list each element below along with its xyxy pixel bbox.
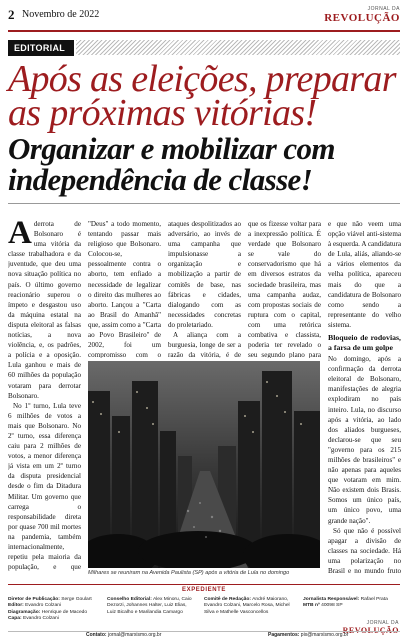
section-hatch-decoration bbox=[76, 40, 400, 55]
expediente-title: EXPEDIENTE bbox=[181, 587, 226, 593]
headline: Após as eleições, preparar as próximas vitórias! bbox=[8, 58, 396, 134]
subheadline: Organizar e mobilizar com independência de classe! bbox=[8, 131, 335, 197]
payment-pix[interactable]: pix@marxismo.org.br bbox=[300, 632, 349, 638]
paragraph: ataques despolitizados ao adversário, ao invés de uma campanha que impulsionasse a organização e mobilização a partir de comitês de base, nas fábricas e cidades, dialogando com as necessidades concretas do proletariado. bbox=[168, 220, 241, 329]
paragraph: No domingo, após a confirmação da derrota eleitoral de Bolsonaro, manifestações de alegria explodiram no país inteiro. Lula, no discurso após a vitória, ao lado dos aliados burgueses, declarou-se que seu "governo para os 215 milhões de brasileiros" e não apenas para aqueles que votaram em mim. Não existem dois Brasis. Somos um único país, um único povo, uma grande nação". bbox=[328, 355, 401, 525]
photo-caption: Milhares se reuniram na Avenida Paulista (SP) após a vitória de Lula no domingo bbox=[88, 570, 290, 576]
paragraph: A aliança com a burguesia, longe de ser a razão da vitória, é de bbox=[168, 331, 241, 358]
payment-line: Pagamentos: pix@marxismo.org.br bbox=[268, 632, 349, 638]
article-column-5 bbox=[328, 219, 401, 575]
article-column-1 bbox=[8, 219, 81, 575]
paragraph: "Deus" a todo momento, tentando passar mais religioso que Bolsonaro. Colocou-se, pessoalmente contra o aborto, tem enfiado a necessidade de legalizar o direito das mulheres ao aborto. Lançou a "Carta ao Brasil do Amanhã" que, assim como a "Carta ao Povo Brasileiro" de 2002, foi um compromisso com o bbox=[88, 220, 161, 358]
expediente-column-1 bbox=[8, 597, 96, 623]
paragraph: Aderrota de Bolsonaro é uma vitória da classe trabalhadora e da juventude, que deu uma nova situação política no país. O último governo reacionário superou o ímpeto e desgastou uso da máquina estatal na disputa eleitoral as falsas notícias, a nova violência, e, os padrões, a polícia e a oposição. Lula ganhou e mais de 60 milhões da população votaram para derrotar Bolsonaro. bbox=[8, 219, 81, 400]
paragraph: e que não veem uma opção viável anti-sistema à esquerda. A candidatura de Lula, aliás, aliando-se a vários elementos da velha política, apareceu mais do que a candidatura de Bolsonaro como sendo a representante do velho sistema. bbox=[328, 220, 401, 329]
masthead-logo: JORNAL DA REVOLUÇÃO bbox=[324, 6, 400, 24]
credit-line: MTB nº 40098 SP bbox=[303, 603, 343, 609]
page-number: 2 bbox=[8, 7, 15, 22]
paragraph: No 1º turno, Lula teve 6 milhões de votos a mais que Bolsonaro. No 2º turno, essa diferença caiu para 2 milhões de votos, a menor diferença já vista em um 2º turno da disputa presidencial desde o fim da Ditadura Militar. Um governo que carrega o responsabilidade direta por quase 700 mil mortes na pandemia, também internacionalmente, repetiu pela maioria da população, e que bbox=[8, 401, 81, 572]
credit-line: Jornalista Responsável: Rafael Prata bbox=[303, 597, 388, 602]
section-label: EDITORIAL bbox=[8, 40, 74, 56]
paragraph: Só que não é possível apagar a divisão de classes na sociedade. Há uma polarização no Brasil e no mundo fruto bbox=[328, 526, 401, 575]
expediente-column-2 bbox=[107, 597, 195, 616]
crowd-skyline-image bbox=[88, 361, 320, 568]
expediente-logo: JORNAL DA REVOLUÇÃO bbox=[342, 620, 399, 635]
drop-cap: A bbox=[8, 219, 32, 251]
article-column-3 bbox=[168, 219, 241, 358]
issue-date: Novembro de 2022 bbox=[22, 9, 100, 20]
article-column-2 bbox=[88, 219, 161, 358]
expediente-column-4 bbox=[303, 597, 400, 610]
credit-line: Comitê de Redação: André Maiorano, Evandro Colzani, Marcelo Rosa, Michel Silva e Mathelle Vasconcellos bbox=[204, 597, 290, 615]
page-header bbox=[8, 4, 400, 32]
contact-email[interactable]: jornal@marxismo.org.br bbox=[107, 632, 162, 638]
paragraph: que os fizesse voltar para a inexpressão política. É verdade que Bolsonaro se vale do conservadorismo que há em diversos estratos da sociedade brasileira, mas uma campanha audaz, com propostas sociais de ruptura com o capital, com uma retórica combativa e classista, poderia ter revelado o seu segundo plano para bbox=[248, 220, 321, 358]
credit-line: Editor: Evandro Colzani bbox=[8, 603, 62, 609]
article-column-4 bbox=[248, 219, 321, 358]
credit-line: Diagramação: Henrique de Macedo bbox=[8, 609, 88, 615]
subsection-title: Bloqueio de rodovias, a farsa de um golpe bbox=[328, 333, 401, 353]
credit-line: Diretor de Publicação: Serge Goulart bbox=[8, 597, 92, 602]
protest-photo bbox=[88, 361, 320, 568]
divider bbox=[8, 584, 400, 585]
expediente-column-3 bbox=[204, 597, 292, 616]
contact-line: Contato: jornal@marxismo.org.br bbox=[86, 632, 162, 638]
credit-line: Conselho Editorial: Alex Minoru, Caio Dezorzi, Johannes Halter, Luiz Elias, Luiz Bicalho e Marilandia Camargo bbox=[107, 597, 192, 615]
divider bbox=[8, 203, 400, 204]
credit-line: Capa: Evandro Colzani bbox=[8, 616, 59, 622]
section-bar bbox=[8, 40, 400, 55]
